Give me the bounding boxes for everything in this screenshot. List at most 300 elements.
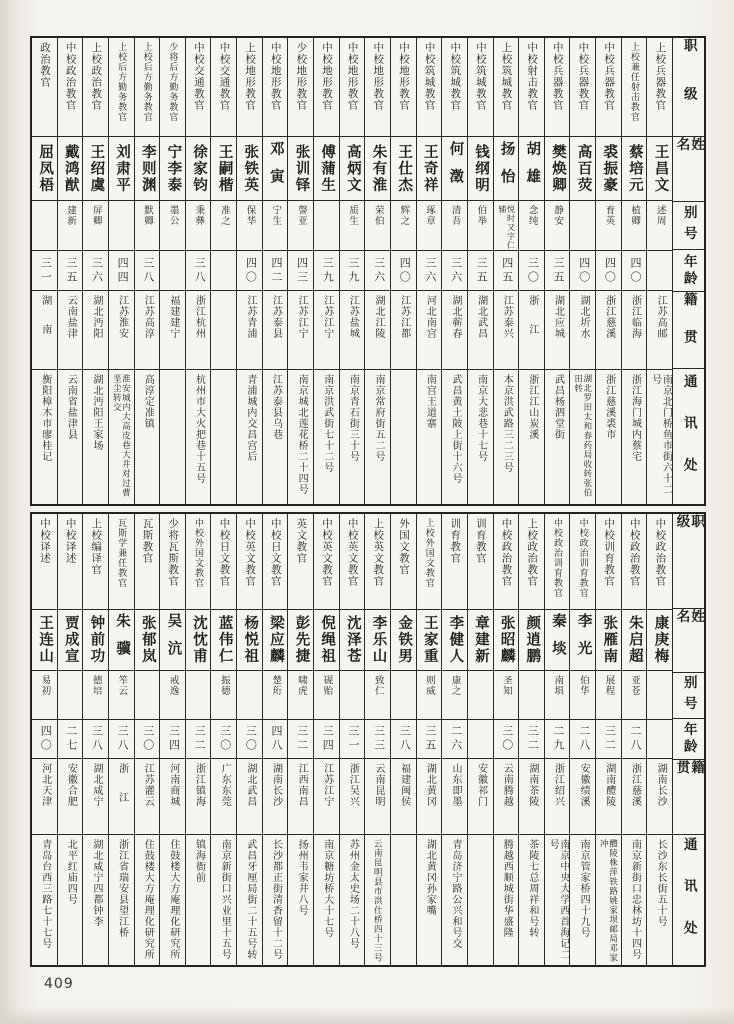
age-text: 三二 xyxy=(526,725,539,754)
addr-cell xyxy=(109,835,134,965)
person-column xyxy=(622,38,648,504)
alias-text: 伯举 xyxy=(475,204,486,226)
age-text: 四〇 xyxy=(244,256,257,285)
origin-cell xyxy=(519,759,544,835)
rank-cell xyxy=(135,38,160,137)
addr-cell xyxy=(391,370,416,504)
person-column xyxy=(237,38,263,504)
addr-cell xyxy=(109,370,134,504)
origin-text: 福建建宁 xyxy=(167,295,179,340)
header-age-label: 年龄 xyxy=(681,722,697,756)
origin-cell xyxy=(186,759,211,835)
age-cell xyxy=(596,720,621,759)
age-text: 三〇 xyxy=(141,725,154,754)
origin-cell xyxy=(468,291,493,370)
name-text: 朱启超 xyxy=(626,615,643,665)
alias-cell xyxy=(135,201,160,251)
rank-cell xyxy=(237,514,262,610)
addr-text: 住鼓楼大方庵理化研究所 xyxy=(167,839,179,961)
age-cell xyxy=(622,720,647,759)
origin-cell xyxy=(109,759,134,835)
rank-cell xyxy=(442,514,467,610)
rank-cell xyxy=(391,514,416,610)
age-text: 二八 xyxy=(628,725,641,754)
addr-text: 南京新街口兴业里十五号 xyxy=(219,839,231,961)
rank-text: 中校外国文教官 xyxy=(194,518,204,588)
origin-text: 河南商城 xyxy=(167,763,179,808)
name-text: 邓寅 xyxy=(267,140,284,196)
rank-text: 中校训育教官 xyxy=(603,518,615,587)
name-text: 何澂 xyxy=(447,140,464,196)
rank-text: 中校射击教官 xyxy=(526,42,538,111)
addr-cell xyxy=(288,370,313,504)
addr-cell xyxy=(519,835,544,965)
name-text: 张昭麟 xyxy=(498,615,515,665)
addr-text: 浙江慈溪裘市 xyxy=(603,373,615,440)
age-cell xyxy=(365,720,390,759)
rank-cell xyxy=(417,514,442,610)
name-cell xyxy=(32,610,57,671)
origin-text: 江苏淮安 xyxy=(116,295,128,340)
age-text: 三〇 xyxy=(526,256,539,285)
rank-text: 中校政治教官 xyxy=(654,518,666,587)
alias-cell xyxy=(647,671,672,720)
header-address-label: 通讯处 xyxy=(681,373,697,500)
age-cell xyxy=(263,720,288,759)
age-text: 三五 xyxy=(423,725,436,754)
rank-cell xyxy=(314,514,339,610)
age-text: 三〇 xyxy=(218,725,231,754)
rank-text: 中校筑城教官 xyxy=(474,42,486,111)
name-cell xyxy=(494,610,519,671)
age-cell xyxy=(109,251,134,292)
name-cell xyxy=(391,137,416,200)
alias-cell xyxy=(314,671,339,720)
origin-cell xyxy=(365,759,390,835)
person-column xyxy=(468,38,494,504)
rank-cell xyxy=(109,514,134,610)
name-text: 蓝伟仁 xyxy=(216,615,233,665)
alias-text: 南埧 xyxy=(552,675,563,697)
alias-text: 植卿 xyxy=(629,204,640,226)
origin-cell xyxy=(494,759,519,835)
name-text: 高百荧 xyxy=(575,143,592,194)
person-column xyxy=(545,38,571,504)
person-column xyxy=(186,514,212,965)
name-cell xyxy=(417,137,442,200)
origin-cell xyxy=(83,291,108,370)
alias-text: 琢章 xyxy=(424,204,435,226)
origin-text: 湖北江陵 xyxy=(373,295,385,340)
rank-cell xyxy=(596,514,621,610)
page-number: 409 xyxy=(44,976,74,992)
alias-cell xyxy=(622,201,647,251)
name-cell xyxy=(314,610,339,671)
name-cell xyxy=(186,137,211,200)
header-age-label: 年龄 xyxy=(681,253,697,288)
addr-text: 淮安城内大高皮巷大井对过曹垩尘转交 xyxy=(112,373,132,498)
person-column xyxy=(288,514,314,965)
rank-cell xyxy=(83,38,108,137)
name-text: 戴鸿猷 xyxy=(62,143,79,194)
rank-text: 少将后方勤务教官 xyxy=(168,42,179,122)
addr-text: 南京糖坊桥大十七号 xyxy=(321,839,333,939)
age-cell xyxy=(545,251,570,292)
person-column xyxy=(519,514,545,965)
name-text: 章建新 xyxy=(473,615,490,665)
alias-text: 圣知 xyxy=(500,675,511,697)
age-cell xyxy=(288,720,313,759)
addr-text: 湖北咸宁四都钟李 xyxy=(90,839,102,928)
rank-cell xyxy=(519,514,544,610)
addr-text: 湖北黄冈孙家嘴 xyxy=(424,839,436,917)
addr-cell xyxy=(468,835,493,965)
header-origin xyxy=(673,760,704,835)
alias-cell xyxy=(211,201,236,251)
addr-cell xyxy=(314,835,339,965)
origin-cell xyxy=(58,759,83,835)
name-text: 张铁英 xyxy=(242,143,259,194)
addr-text: 南京常府街五二号 xyxy=(373,373,385,462)
rank-cell xyxy=(570,514,595,610)
age-cell xyxy=(211,720,236,759)
name-cell xyxy=(109,137,134,200)
rank-text: 中校政治教官 xyxy=(64,42,76,111)
origin-text: 云南盐津 xyxy=(65,295,77,340)
name-text: 沈泽苍 xyxy=(344,615,361,665)
alias-text: 戒逸 xyxy=(167,675,178,697)
origin-cell xyxy=(263,291,288,370)
addr-text: 南京洪武街七十二号 xyxy=(321,373,333,473)
addr-text: 青岛济宁路公兴和号交 xyxy=(449,839,461,950)
origin-text: 广东东莞 xyxy=(219,763,231,808)
origin-text: 湖北应城 xyxy=(552,295,564,340)
name-cell xyxy=(211,610,236,671)
person-column xyxy=(32,38,58,504)
alias-text: 伯华 xyxy=(577,675,588,697)
person-column xyxy=(468,514,494,965)
addr-text: 苏州金太史场二十八号 xyxy=(347,839,359,950)
addr-cell xyxy=(519,370,544,504)
origin-text: 江西南昌 xyxy=(296,763,308,808)
addr-cell xyxy=(32,835,57,965)
rank-text: 上校政治教官 xyxy=(526,518,538,587)
origin-cell xyxy=(135,759,160,835)
age-text: 四二 xyxy=(270,256,282,285)
rank-cell xyxy=(186,514,211,610)
addr-cell xyxy=(32,370,57,504)
origin-cell xyxy=(263,759,288,835)
alias-cell xyxy=(211,671,236,720)
origin-text: 江苏泰县 xyxy=(270,295,282,340)
header-age xyxy=(673,719,704,760)
name-cell xyxy=(83,137,108,200)
person-column xyxy=(340,38,366,504)
name-cell xyxy=(340,137,365,200)
person-column xyxy=(263,514,289,965)
addr-cell xyxy=(417,370,442,504)
header-name xyxy=(673,137,704,202)
age-text: 三二 xyxy=(193,725,206,754)
name-cell xyxy=(263,137,288,200)
person-column xyxy=(570,514,596,965)
addr-cell xyxy=(622,835,647,965)
age-text: 三八 xyxy=(141,256,154,285)
header-age xyxy=(673,250,704,292)
name-cell xyxy=(417,610,442,671)
age-cell xyxy=(211,251,236,292)
name-text: 钟前功 xyxy=(88,615,105,665)
name-text: 朱有淮 xyxy=(370,143,387,194)
origin-cell xyxy=(58,291,83,370)
age-text: 三五 xyxy=(552,256,565,285)
origin-cell xyxy=(622,759,647,835)
alias-cell xyxy=(417,671,442,720)
person-column xyxy=(519,38,545,504)
origin-text: 安徽绩溪 xyxy=(578,763,590,808)
addr-cell xyxy=(545,835,570,965)
origin-cell xyxy=(186,291,211,370)
name-text: 秦埮 xyxy=(549,612,566,668)
person-column xyxy=(391,38,417,504)
alias-text: 啸虎 xyxy=(295,675,306,697)
origin-text: 浙江绍兴 xyxy=(552,763,564,808)
alias-cell xyxy=(417,201,442,251)
name-text: 李健人 xyxy=(447,615,464,665)
alias-cell xyxy=(622,671,647,720)
rank-text: 上校编译官 xyxy=(90,518,102,576)
addr-text: 南京中央大学西首海记二号 xyxy=(547,839,569,961)
name-text: 王昌文 xyxy=(652,143,669,194)
origin-text: 湖南 xyxy=(39,295,51,354)
age-cell xyxy=(340,251,365,292)
name-text: 王嗣楷 xyxy=(216,143,233,194)
rank-text: 中校政治教官 xyxy=(628,518,640,587)
alias-text: 康之 xyxy=(449,675,460,697)
name-cell xyxy=(391,610,416,671)
origin-cell xyxy=(160,759,185,835)
rank-text: 中校地形教官 xyxy=(321,42,333,111)
age-cell xyxy=(237,720,262,759)
origin-text: 浙江临海 xyxy=(629,295,641,340)
rank-cell xyxy=(570,38,595,137)
alias-text: 楚珩 xyxy=(270,675,281,697)
origin-text: 江苏江宁 xyxy=(296,295,308,340)
person-column xyxy=(417,38,443,504)
rank-text: 少将瓦斯教官 xyxy=(167,518,179,587)
name-text: 杨悦祖 xyxy=(242,615,259,665)
rank-cell xyxy=(494,514,519,610)
age-text: 三六 xyxy=(90,256,103,285)
header-rank-label: 职级 xyxy=(674,514,704,563)
rank-text: 上校兼任射击教官 xyxy=(629,42,640,122)
person-column xyxy=(109,514,135,965)
rank-cell xyxy=(288,514,313,610)
alias-cell xyxy=(391,671,416,720)
rank-text: 政治教官 xyxy=(38,42,50,88)
name-cell xyxy=(237,137,262,200)
age-text: 三八 xyxy=(90,725,103,754)
person-column xyxy=(186,38,212,504)
rank-text: 中校筑城教官 xyxy=(423,42,435,111)
name-text: 刘肃平 xyxy=(114,143,131,194)
rank-cell xyxy=(468,514,493,610)
age-text: 四〇 xyxy=(398,256,411,285)
age-cell xyxy=(468,251,493,292)
person-column xyxy=(417,514,443,965)
origin-cell xyxy=(494,291,519,370)
rank-cell xyxy=(622,514,647,610)
age-cell xyxy=(58,720,83,759)
name-cell xyxy=(647,610,672,671)
header-address-label: 通讯处 xyxy=(681,837,697,963)
origin-text: 安徽祁门 xyxy=(475,763,487,808)
rank-cell xyxy=(135,514,160,610)
person-column xyxy=(160,38,186,504)
origin-cell xyxy=(135,291,160,370)
addr-cell xyxy=(596,835,621,965)
origin-text: 江苏江宁 xyxy=(321,295,333,340)
rank-cell xyxy=(622,38,647,137)
name-text: 倪绳祖 xyxy=(319,615,336,665)
age-cell xyxy=(417,251,442,292)
rank-text: 上校后方勤务教官 xyxy=(117,42,128,122)
origin-text: 湖南长沙 xyxy=(270,763,282,808)
name-text: 裘振豪 xyxy=(601,143,618,194)
rank-cell xyxy=(32,38,57,137)
header-name xyxy=(673,609,704,672)
alias-text: 悦时又字仁辅 xyxy=(497,204,516,250)
name-text: 李则渊 xyxy=(139,143,156,194)
rank-cell xyxy=(160,514,185,610)
addr-text: 醴陵株萍铁路姚家坝邮局邓家冲 xyxy=(599,839,619,963)
age-cell xyxy=(160,251,185,292)
rank-cell xyxy=(647,514,672,610)
name-text: 胡雄 xyxy=(524,140,541,196)
origin-text: 云南腾越 xyxy=(501,763,513,808)
rank-cell xyxy=(314,38,339,137)
addr-cell xyxy=(494,835,519,965)
origin-text: 福建闽侯 xyxy=(398,763,410,808)
age-text: 三〇 xyxy=(244,725,257,754)
alias-cell xyxy=(340,201,365,251)
name-text: 李乐山 xyxy=(370,615,387,665)
rank-text: 中校地形教官 xyxy=(269,42,281,111)
alias-cell xyxy=(519,671,544,720)
alias-cell xyxy=(442,671,467,720)
alias-text: 述周 xyxy=(654,204,665,226)
age-cell xyxy=(109,720,134,759)
addr-cell xyxy=(83,370,108,504)
rank-cell xyxy=(494,38,519,137)
age-cell xyxy=(570,720,595,759)
rank-text: 中校日文教官 xyxy=(218,518,230,587)
addr-text: 镇海衙前 xyxy=(193,839,205,884)
age-cell xyxy=(314,720,339,759)
alias-text: 建新 xyxy=(65,204,76,226)
alias-cell xyxy=(545,201,570,251)
alias-text: 致仁 xyxy=(372,675,383,697)
age-cell xyxy=(314,251,339,292)
alias-cell xyxy=(160,201,185,251)
rank-text: 中校筑城教官 xyxy=(449,42,461,111)
alias-text: 易初 xyxy=(39,675,50,697)
rank-text: 瓦斯学兼任教官 xyxy=(117,518,128,588)
name-text: 钱纲明 xyxy=(473,143,490,194)
name-cell xyxy=(494,137,519,200)
origin-cell xyxy=(442,759,467,835)
addr-cell xyxy=(494,370,519,504)
origin-cell xyxy=(622,291,647,370)
row-header-column xyxy=(673,514,704,965)
name-text: 高炳文 xyxy=(344,143,361,194)
rank-text: 中校译述 xyxy=(38,518,50,564)
alias-cell xyxy=(186,201,211,251)
person-column xyxy=(263,38,289,504)
header-origin-label: 籍贯 xyxy=(681,292,697,368)
origin-text: 浙江镇海 xyxy=(193,763,205,808)
rank-text: 中校日文教官 xyxy=(269,518,281,587)
alias-text: 屏卿 xyxy=(90,204,101,226)
addr-text: 湖北罗田太和春药局收转张伯田转 xyxy=(573,373,593,498)
origin-text: 江苏江宁 xyxy=(321,763,333,808)
addr-text: 北平红庙四号 xyxy=(65,839,77,906)
addr-text: 住鼓楼大方庵理化研究所 xyxy=(142,839,154,961)
person-column xyxy=(442,514,468,965)
rank-text: 上校后方勤务教官 xyxy=(142,42,153,122)
name-cell xyxy=(237,610,262,671)
addr-text: 云南昆明县市洪仕桥四十三号 xyxy=(373,839,384,963)
lower-register-table xyxy=(30,512,706,967)
origin-cell xyxy=(288,291,313,370)
age-cell xyxy=(468,720,493,759)
alias-cell xyxy=(468,201,493,251)
addr-text: 青岛台西三路七十七号 xyxy=(39,839,51,950)
upper-entry-columns xyxy=(32,38,673,504)
alias-cell xyxy=(647,201,672,251)
name-text: 颜逍鹏 xyxy=(524,615,541,665)
person-column xyxy=(647,38,673,504)
rank-cell xyxy=(211,38,236,137)
age-cell xyxy=(288,251,313,292)
row-header-column xyxy=(673,38,704,504)
origin-text: 湖北圻水 xyxy=(578,295,590,340)
origin-text: 湖南醴陵 xyxy=(603,763,615,808)
age-text: 四〇 xyxy=(39,725,52,754)
addr-cell xyxy=(211,370,236,504)
origin-text: 浙江慈溪 xyxy=(629,763,641,808)
name-text: 张雁南 xyxy=(601,615,618,665)
addr-cell xyxy=(263,370,288,504)
alias-cell xyxy=(32,671,57,720)
age-text: 二八 xyxy=(577,725,590,754)
rank-cell xyxy=(340,38,365,137)
addr-text: 茶陵七总周祥和号转 xyxy=(526,839,538,939)
name-text: 屈凤梧 xyxy=(37,143,54,194)
rank-cell xyxy=(263,38,288,137)
origin-cell xyxy=(32,291,57,370)
name-cell xyxy=(596,137,621,200)
addr-text: 青浦城内交昌宫后 xyxy=(244,373,256,462)
addr-text: 浙江省瑞安县望江桥 xyxy=(116,839,128,939)
header-name-label: 姓名 xyxy=(674,136,704,171)
addr-cell xyxy=(442,370,467,504)
name-cell xyxy=(519,137,544,200)
rank-cell xyxy=(83,514,108,610)
name-cell xyxy=(32,137,57,200)
alias-cell xyxy=(468,671,493,720)
alias-text: 清吾 xyxy=(449,204,460,226)
